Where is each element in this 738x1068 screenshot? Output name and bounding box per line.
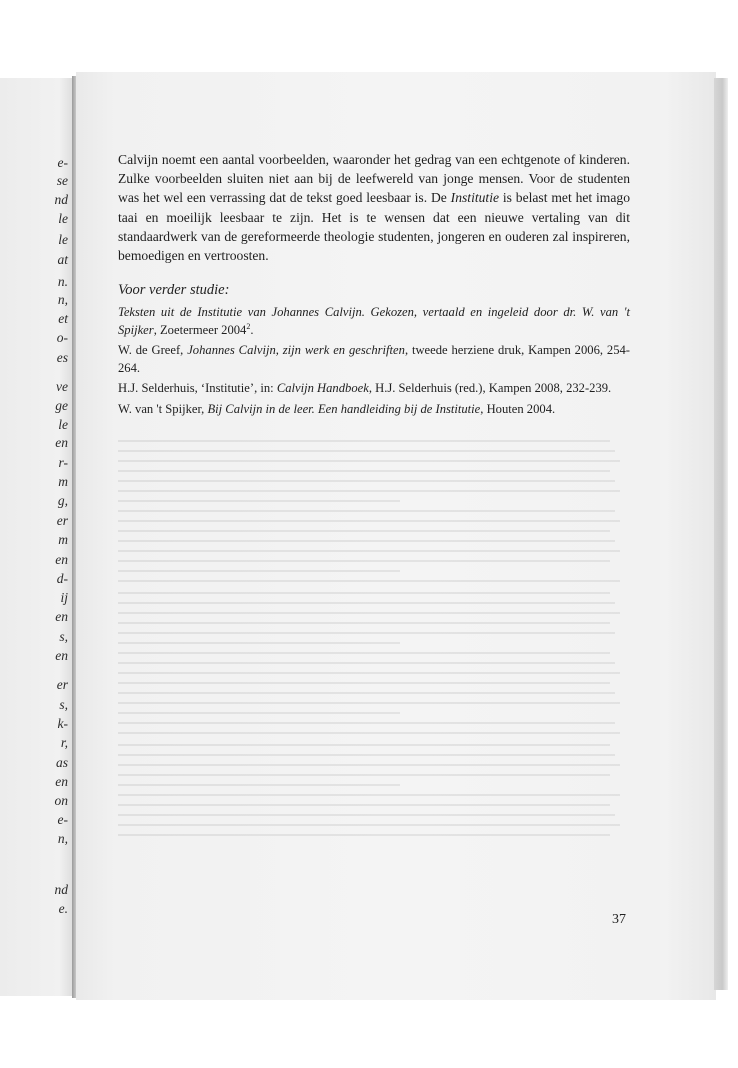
facing-page-fragment: er [56, 677, 68, 692]
bleed-line [118, 632, 615, 634]
bleed-line [118, 814, 615, 816]
facing-page-fragment: as [55, 755, 68, 770]
facing-page-fragment: r, [60, 735, 68, 750]
bleed-line [118, 440, 610, 442]
bleed-line [118, 754, 615, 756]
facing-page-fragment: nd [54, 882, 68, 897]
bleed-line [118, 500, 400, 502]
bleed-line [118, 612, 620, 614]
bleed-line [118, 662, 615, 664]
page-edge-shadow [714, 78, 728, 990]
facing-page-fragment: le [58, 232, 68, 247]
bleed-line [118, 732, 620, 734]
further-study-heading: Voor verder studie: [118, 282, 230, 299]
reference-list [118, 304, 630, 418]
facing-page-fragment: le [58, 211, 68, 226]
bleed-line [118, 784, 400, 786]
facing-page-fragment: en [55, 552, 68, 567]
facing-page-fragment: n, [57, 292, 68, 307]
facing-page-fragment: s, [59, 697, 68, 712]
reference-text: W. van 't Spijker, [118, 401, 208, 416]
reference-text: , H.J. Selderhuis (red.), Kampen 2008, 232-239. [368, 381, 612, 396]
bleed-line [118, 592, 610, 594]
facing-page-fragment: k- [57, 716, 68, 731]
facing-page-fragment: en [55, 609, 68, 624]
facing-page-fragment: er [56, 513, 68, 528]
bleed-line [118, 460, 620, 462]
facing-page-fragment: e- [57, 155, 68, 170]
bleed-line [118, 602, 615, 604]
facing-page-fragment: e- [57, 812, 68, 827]
bleed-line [118, 804, 610, 806]
page-number: 37 [612, 912, 626, 927]
bleed-line [118, 834, 610, 836]
reference-text: , Zoetermeer 2004 [153, 322, 247, 337]
bleed-line [118, 682, 610, 684]
bleed-line [118, 530, 610, 532]
bleed-line [118, 744, 610, 746]
bleed-line [118, 622, 610, 624]
edition-superscript: 2 [246, 321, 251, 331]
body-text: is belast met het imago taai en moeilijk leesbaar te zijn. Het is te wensen dat een nieuwe vertaling van dit standaardwerk van de gereformeerde theologie studenten, jongeren en ouderen zal inspireren, bemoedigen en vertroosten. [118, 190, 630, 264]
bleed-line [118, 510, 615, 512]
facing-page-fragment: en [55, 774, 68, 789]
facing-page-fragment: ve [56, 379, 68, 394]
facing-page-fragment: es [56, 350, 68, 365]
reference-title: Bij Calvijn in de leer. Een handleiding bij de Institutie [207, 401, 481, 416]
facing-page-fragment: le [58, 417, 68, 432]
bleed-line [118, 550, 620, 552]
bleed-line [118, 520, 620, 522]
reference-item [118, 380, 630, 398]
bleed-line [118, 450, 615, 452]
show-through-text [118, 440, 630, 880]
facing-page-fragment: g, [57, 493, 68, 508]
bleed-line [118, 774, 610, 776]
facing-page-fragment: en [55, 648, 68, 663]
facing-page-fragment: et [58, 311, 68, 326]
facing-page-fragment: at [57, 252, 68, 267]
facing-page-fragment: n, [57, 831, 68, 846]
page-content [118, 150, 630, 421]
bleed-line [118, 672, 620, 674]
facing-page-fragment: m [58, 474, 68, 489]
facing-page-fragment: ij [60, 590, 68, 605]
bleed-line [118, 570, 400, 572]
bleed-line [118, 712, 400, 714]
bleed-line [118, 540, 615, 542]
bleed-line [118, 490, 620, 492]
reference-text: . [250, 322, 254, 337]
italic-text: Institutie [450, 190, 500, 206]
facing-page-fragment: e. [58, 901, 68, 916]
reference-item [118, 401, 630, 419]
facing-page-fragment: en [55, 435, 68, 450]
reference-title: Teksten uit de Institutie van Johannes Calvijn. Gekozen, vertaald en ingeleid door dr. W. van 't Spijker [118, 305, 630, 337]
bleed-line [118, 470, 610, 472]
reference-item [118, 342, 630, 377]
bleed-line [118, 480, 615, 482]
bleed-line [118, 702, 620, 704]
facing-page-fragment: o- [56, 330, 68, 345]
bleed-line [118, 642, 400, 644]
reference-title: Calvijn Handboek [276, 381, 369, 396]
reference-text: H.J. Selderhuis, ‘Institutie’, in: [118, 381, 277, 396]
facing-page-fragment: n. [57, 274, 68, 289]
facing-page-fragment: r- [58, 455, 68, 470]
bleed-line [118, 794, 620, 796]
reference-item [118, 304, 630, 339]
bleed-line [118, 764, 620, 766]
reference-text: , tweede herziene druk, Kampen 2006, 254-264. [118, 343, 630, 375]
facing-page-fragment: ge [55, 398, 68, 413]
body-paragraph [118, 150, 630, 265]
facing-page-fragment: d- [56, 571, 68, 586]
bleed-line [118, 580, 620, 582]
bleed-line [118, 692, 615, 694]
facing-page-fragment: s, [59, 629, 68, 644]
facing-page-fragment: m [58, 532, 68, 547]
facing-page-fragment: se [56, 173, 68, 188]
facing-page-fragment: nd [54, 192, 68, 207]
bleed-line [118, 824, 620, 826]
left-page-edge [0, 78, 74, 996]
bleed-line [118, 652, 610, 654]
reference-title: Johannes Calvijn, zijn werk en geschriften [187, 343, 405, 358]
reference-text: W. de Greef, [118, 343, 188, 358]
reference-text: , Houten 2004. [480, 401, 556, 416]
facing-page-fragment: on [54, 793, 68, 808]
bleed-line [118, 722, 615, 724]
body-text: Calvijn noemt een aantal voorbeelden, waaronder het gedrag van een echtgenote of kinderen. Zulke voorbeelden sluiten niet aan bij de leefwereld van jonge mensen. Voor de studenten was het wel een verrassing dat de tekst goed leesbaar is. De [118, 152, 630, 206]
bleed-line [118, 560, 610, 562]
